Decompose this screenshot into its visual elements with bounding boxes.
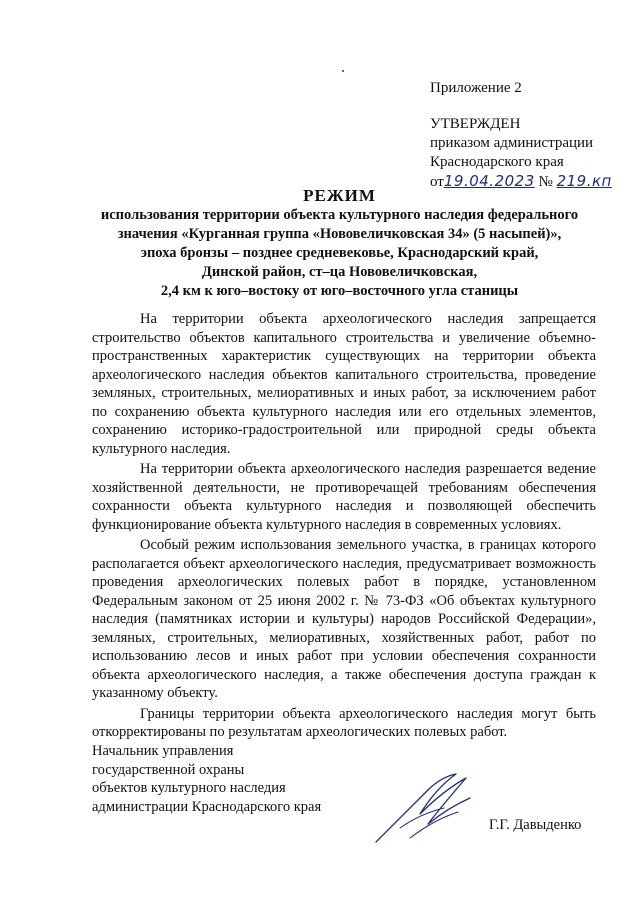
paragraph-boundaries: Границы территории объекта археологического наследия могут быть откорректированы по результатам археологических полевых работ.	[92, 705, 596, 740]
number-prefix: №	[538, 174, 553, 190]
position-line: государственной охраны	[92, 761, 245, 778]
paragraph-permitted: На территории объекта археологического наследия разрешается ведение хозяйственной деятельности, не противоречащей требованиям обеспечения сохранности объекта культурного наследия и позволяющей обеспечить функционирование объекта культурного наследия в современных условиях.	[92, 461, 596, 533]
paragraph-special-regime: Особый режим использования земельного участка, в границах которого располагается объект археологического наследия, предусматривает возможность проведения археологических полевых работ в порядке, установленном Федеральным законом от 25 июня 2002 г. № 73-ФЗ «Об объектах культурного наследия (памятниках истории и культуры) народов Российской Федерации», земляных, строительных, мелиоративных, хозяйственных работ, работ по использованию лесов и иных работ при условии обеспечения сохранности объекта археологического наследия, а также обеспечения доступа граждан к указанному объекту.	[92, 537, 596, 701]
paragraph-prohibited: На территории объекта археологического наследия запрещается строительство объектов капитального строительства и увеличение объемно-пространственных характеристик существующих на территории объекта археологического наследия объектов капитального строительства, проведение земляных, строительных, мелиоративных и иных работ, за исключением работ по сохранению объекта культурного наследия или его отдельных элементов, сохранению историко-градостроительной или природной среды объекта культурного наследия.	[92, 311, 596, 457]
approved-by-line-2: Краснодарского края	[430, 154, 564, 170]
title-line: использования территории объекта культурного наследия федерального	[100, 207, 579, 223]
title-line: значения «Курганная группа «Нововеличковская 34» (5 насыпей)»,	[117, 226, 562, 242]
appendix-label: Приложение 2	[430, 80, 522, 96]
document-body	[92, 310, 596, 744]
scan-speck	[342, 70, 344, 72]
handwritten-signature	[370, 768, 480, 848]
approval-block	[430, 115, 612, 192]
handwritten-number: 219.кп	[556, 172, 612, 190]
position-line: Начальник управления	[92, 743, 234, 759]
title-line: 2,4 км к юго–востоку от юго–восточного угла станицы	[160, 283, 519, 299]
document-title	[70, 186, 609, 301]
handwritten-date: 19.04.2023	[443, 172, 535, 190]
signatory-position	[92, 742, 321, 816]
position-line: объектов культурного наследия	[92, 780, 286, 796]
position-line: администрации Краснодарского края	[92, 798, 322, 815]
title-subtitle	[70, 206, 609, 301]
approved-by-line-1: приказом администрации	[430, 135, 594, 151]
title-line: эпоха бронзы – позднее средневековье, Краснодарский край,	[140, 245, 539, 261]
signatory-name: Г.Г. Давыденко	[489, 817, 582, 833]
title-line: Динской район, ст–ца Нововеличковская,	[201, 264, 478, 280]
approved-word: УТВЕРЖДЕН	[430, 116, 521, 132]
title-heading: РЕЖИМ	[303, 186, 376, 205]
date-prefix: от	[430, 174, 444, 190]
